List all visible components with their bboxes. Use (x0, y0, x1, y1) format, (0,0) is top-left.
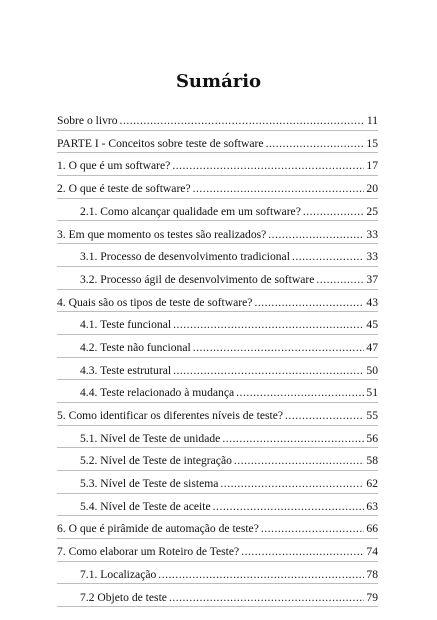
dot-leader (213, 501, 365, 513)
toc-subentry[interactable] (57, 584, 378, 607)
toc-entry-label: 3.2. Processo ágil de desenvolvimento de software (80, 272, 315, 286)
toc-entry-page: 56 (366, 431, 378, 445)
dot-leader (254, 297, 364, 309)
toc-entry-page: 17 (366, 159, 378, 173)
toc-entry-page: 66 (366, 522, 378, 536)
toc-entry-label: Sobre o livro (57, 114, 118, 128)
toc-entry-page: 78 (366, 567, 378, 581)
toc-subentry[interactable] (57, 312, 378, 335)
toc-entry-label: PARTE I - Conceitos sobre teste de software (57, 136, 264, 150)
toc-entry-label: 4.4. Teste relacionado à mudança (80, 386, 235, 400)
toc-subentry[interactable] (57, 199, 378, 222)
toc-entry-label: 7. Como elaborar um Roteiro de Teste? (57, 545, 240, 559)
toc-entry-page: 43 (366, 295, 378, 309)
toc-subentry[interactable] (57, 471, 378, 494)
toc-entry-label: 4.1. Teste funcional (80, 318, 172, 332)
toc-entry-page: 37 (366, 272, 378, 286)
table-of-contents (57, 108, 378, 607)
toc-entry-page: 55 (366, 409, 378, 423)
toc-entry[interactable] (57, 539, 378, 562)
dot-leader (220, 478, 364, 490)
toc-entry[interactable] (57, 516, 378, 539)
toc-entry[interactable] (57, 153, 378, 176)
toc-entry[interactable] (57, 221, 378, 244)
toc-subentry[interactable] (57, 494, 378, 517)
toc-entry-page: 63 (366, 499, 378, 513)
dot-leader (241, 546, 364, 558)
toc-entry-label: 5.3. Nível de Teste de sistema (80, 477, 219, 491)
toc-entry-page: 47 (366, 340, 378, 354)
dot-leader (193, 342, 365, 354)
dot-leader (268, 229, 364, 241)
toc-entry-page: 74 (366, 545, 378, 559)
dot-leader (222, 433, 364, 445)
dot-leader (303, 206, 365, 218)
toc-entry-label: 2.1. Como alcançar qualidade em um software? (80, 204, 301, 218)
toc-entry-label: 7.1. Localização (80, 567, 157, 581)
toc-entry-page: 11 (366, 114, 378, 128)
toc-subentry[interactable] (57, 335, 378, 358)
toc-entry-label: 4.3. Teste estrutural (80, 363, 172, 377)
toc-subentry[interactable] (57, 358, 378, 381)
toc-subentry[interactable] (57, 267, 378, 290)
toc-entry[interactable] (57, 290, 378, 313)
toc-entry-label: 2. O que é teste de software? (57, 182, 191, 196)
toc-entry-page: 62 (366, 477, 378, 491)
toc-entry-label: 5.4. Nível de Teste de aceite (80, 499, 211, 513)
toc-entry-label: 4. Quais são os tipos de teste de software? (57, 295, 253, 309)
dot-leader (158, 569, 364, 581)
toc-entry-label: 3. Em que momento os testes são realizados? (57, 227, 267, 241)
dot-leader (173, 365, 364, 377)
toc-entry[interactable] (57, 131, 378, 154)
dot-leader (169, 592, 364, 604)
dot-leader (266, 138, 365, 150)
toc-entry-page: 20 (366, 182, 378, 196)
toc-entry-label: 4.2. Teste não funcional (80, 340, 191, 354)
toc-entry-label: 1. O que é um software? (57, 159, 171, 173)
toc-entry[interactable] (57, 108, 378, 131)
toc-entry-page: 15 (366, 136, 378, 150)
dot-leader (173, 319, 364, 331)
toc-entry-label: 7.2 Objeto de teste (80, 590, 167, 604)
dot-leader (236, 387, 364, 399)
toc-entry-page: 45 (366, 318, 378, 332)
dot-leader (234, 455, 365, 467)
dot-leader (285, 410, 364, 422)
dot-leader (261, 523, 365, 535)
toc-entry[interactable] (57, 403, 378, 426)
dot-leader (316, 274, 364, 286)
dot-leader (193, 183, 365, 195)
toc-entry-label: 5.1. Nível de Teste de unidade (80, 431, 221, 445)
toc-entry-page: 50 (366, 363, 378, 377)
toc-entry-label: 3.1. Processo de desenvolvimento tradicional (80, 250, 290, 264)
toc-subentry[interactable] (57, 562, 378, 585)
toc-entry-label: 6. O que é pirâmide de automação de teste? (57, 522, 259, 536)
page-title: Sumário (175, 71, 262, 92)
toc-entry-label: 5.2. Nível de Teste de integração (80, 454, 232, 468)
toc-entry-page: 33 (366, 250, 378, 264)
dot-leader (172, 160, 364, 172)
toc-entry-label: 5. Como identificar os diferentes níveis de teste? (57, 409, 284, 423)
toc-entry-page: 33 (366, 227, 378, 241)
dot-leader (120, 115, 365, 127)
toc-subentry[interactable] (57, 244, 378, 267)
dot-leader (292, 251, 364, 263)
toc-entry-page: 25 (366, 204, 378, 218)
toc-subentry[interactable] (57, 380, 378, 403)
toc-subentry[interactable] (57, 426, 378, 449)
toc-entry[interactable] (57, 176, 378, 199)
toc-entry-page: 51 (366, 386, 378, 400)
toc-subentry[interactable] (57, 448, 378, 471)
toc-entry-page: 58 (366, 454, 378, 468)
toc-entry-page: 79 (366, 590, 378, 604)
